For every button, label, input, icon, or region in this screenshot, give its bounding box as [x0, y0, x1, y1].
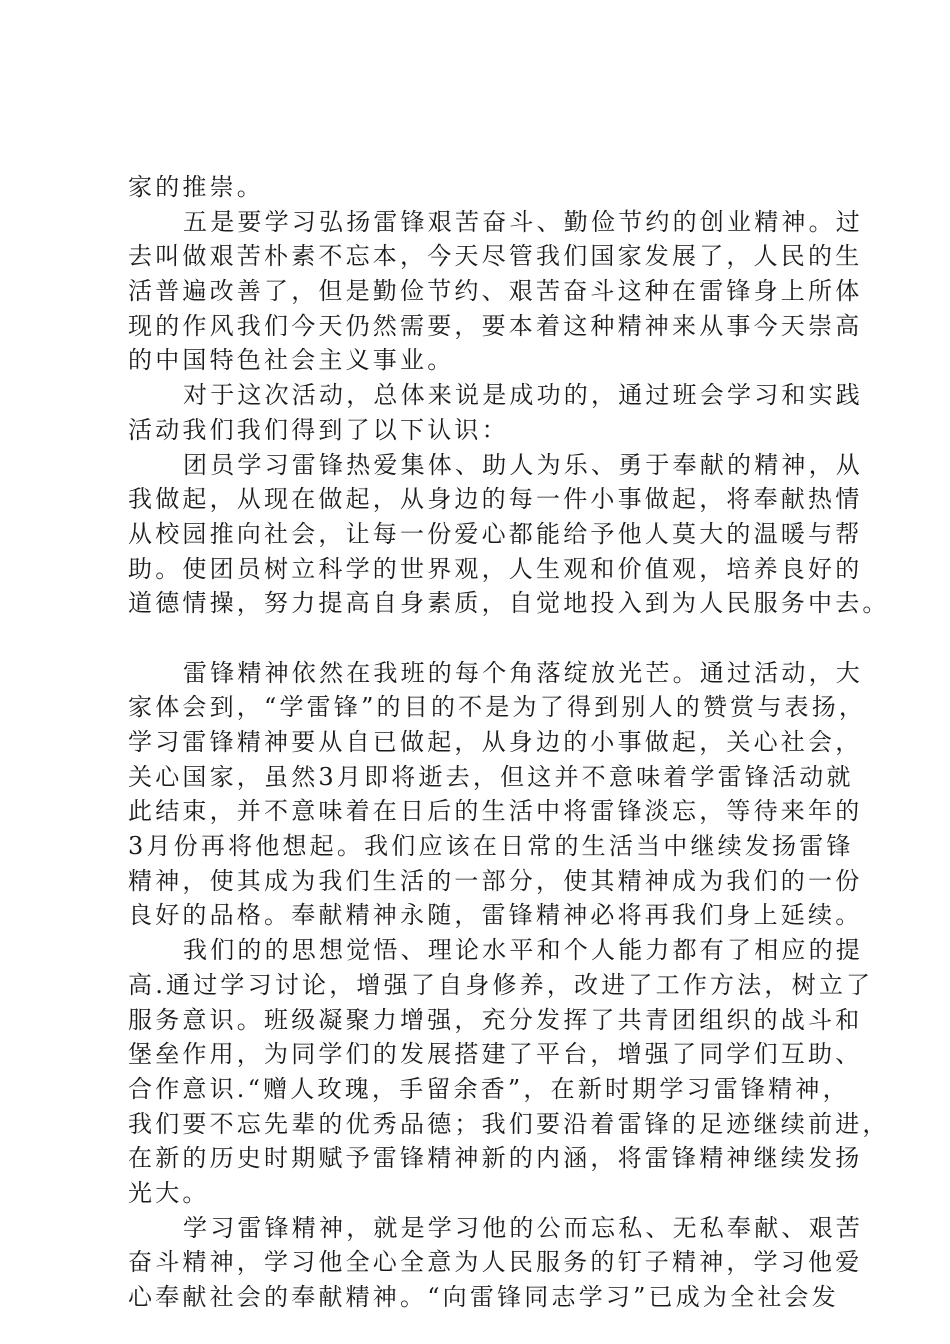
text-line: 在新的历史时期赋予雷锋精神新的内涵，将雷锋精神继续发扬: [128, 1144, 863, 1173]
text-line: 家体会到，“学雷锋”的目的不是为了得到别人的赞赏与表扬，: [128, 693, 867, 722]
text-line: 从校园推向社会，让每一份爱心都能给予他人莫大的温暖与帮: [128, 519, 863, 548]
text-line: 我们要不忘先辈的优秀品德；我们要沿着雷锋的足迹继续前进，: [128, 1109, 890, 1138]
text-line: 助。使团员树立科学的世界观，人生观和价值观，培养良好的: [128, 554, 863, 583]
text-line: 高.通过学习讨论，增强了自身修养，改进了工作方法，树立了: [128, 970, 874, 999]
text-line: 活普遍改善了，但是勤俭节约、艰苦奋斗这种在雷锋身上所体: [128, 277, 863, 306]
text-line: 光大。: [128, 1178, 210, 1207]
text-line: 关心国家，虽然3月即将逝去，但这并不意味着学雷锋活动就: [128, 762, 854, 791]
text-line: 学习雷锋精神，就是学习他的公而忘私、无私奉献、艰苦: [183, 1213, 863, 1242]
text-line: 雷锋精神依然在我班的每个角落绽放光芒。通过活动，大: [183, 658, 863, 687]
text-line: 服务意识。班级凝聚力增强，充分发挥了共青团组织的战斗和: [128, 1005, 863, 1034]
text-line: 对于这次活动，总体来说是成功的，通过班会学习和实践: [183, 381, 863, 410]
text-line: 活动我们我们得到了以下认识：: [128, 415, 509, 444]
text-line: 五是要学习弘扬雷锋艰苦奋斗、勤俭节约的创业精神。过: [183, 207, 863, 236]
text-line: 团员学习雷锋热爱集体、助人为乐、勇于奉献的精神，从: [183, 450, 863, 479]
text-line: 的中国特色社会主义事业。: [128, 346, 455, 375]
text-line: 我们的的思想觉悟、理论水平和个人能力都有了相应的提: [183, 936, 863, 965]
text-line: 精神，使其成为我们生活的一部分，使其精神成为我们的一份: [128, 866, 863, 895]
text-line: 合作意识.“赠人玫瑰，手留余香”，在新时期学习雷锋精神，: [128, 1074, 850, 1103]
text-line: 奋斗精神，学习他全心全意为人民服务的钉子精神，学习他爱: [128, 1248, 863, 1277]
text-line: 去叫做艰苦朴素不忘本，今天尽管我们国家发展了，人民的生: [128, 242, 863, 271]
text-line: 此结束，并不意味着在日后的生活中将雷锋淡忘，等待来年的: [128, 797, 863, 826]
text-line: 良好的品格。奉献精神永随，雷锋精神必将再我们身上延续。: [128, 901, 863, 930]
text-line: 心奉献社会的奉献精神。“向雷锋同志学习”已成为全社会发: [128, 1283, 839, 1311]
text-line: 我做起，从现在做起，从身边的每一件小事做起，将奉献热情: [128, 485, 863, 514]
text-line: 现的作风我们今天仍然需要，要本着这种精神来从事今天崇高: [128, 311, 863, 340]
text-line: 家的推崇。: [128, 173, 264, 201]
text-line: 3月份再将他想起。我们应该在日常的生活当中继续发扬雷锋: [128, 832, 854, 861]
text-line: 道德情操，努力提高自身素质，自觉地投入到为人民服务中去。: [128, 589, 890, 618]
text-line: 堡垒作用，为同学们的发展搭建了平台，增强了同学们互助、: [128, 1040, 863, 1069]
paragraph-gap: [128, 621, 838, 656]
document-body: [128, 170, 890, 1315]
text-line: 学习雷锋精神要从自已做起，从身边的小事做起，关心社会，: [128, 728, 863, 756]
